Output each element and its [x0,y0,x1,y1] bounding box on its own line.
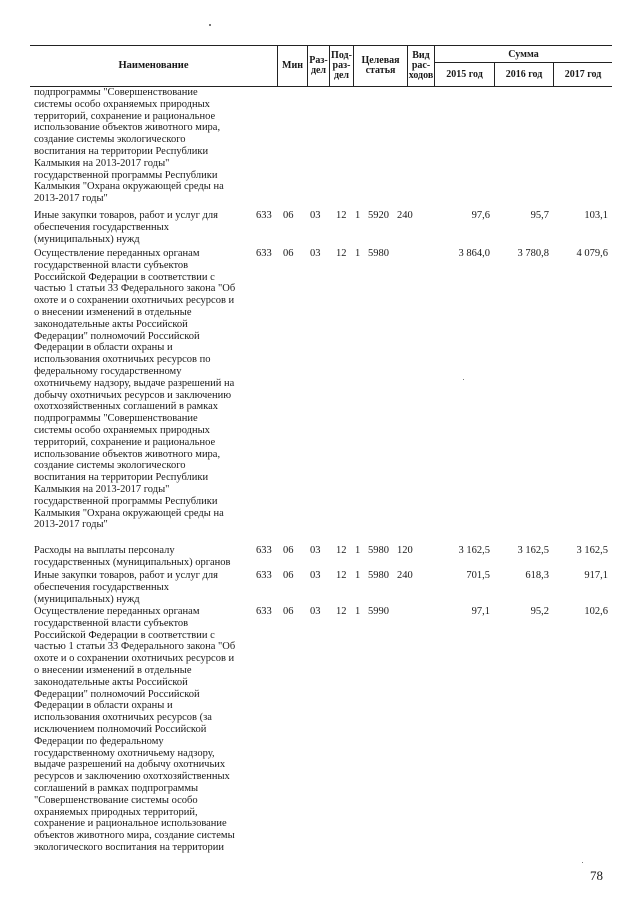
row-sum-2017: 103,1 [584,210,608,221]
scan-speck [463,379,464,380]
row-subsection: 03 [310,570,321,581]
row-name: Осуществление переданных органам государственной власти субъектов Российской Федерации в соответствии с частью 1 статьи 33 Федерального закона "Об охоте и о сохранении охотничьих ресурсов и о внесении изменений в отдельные законодательные акты Российской Федерации" полномочий Российской Федерации в области охраны и использования охотничьих ресурсов по федеральному государственному охотничьему надзору, выдаче разрешений на добычу охотничьих ресурсов и заключению охотхозяйственных соглашений в рамках подпрограммы "Совершенствование системы особо охраняемых природных территорий, сохранение и рациональное использование объектов животного мира, создание системы экологического воспитания на территории Республики Калмыкия на 2013-2017 годы" государственной программы Республики Калмыкия "Охрана окружающей среды на 2013-2017 годы" [34,248,236,531]
row-ministry: 633 [256,545,272,556]
row-name: Иные закупки товаров, работ и услуг для обеспечения государственных (муниципальных) нужд [34,210,218,245]
row-sum-2016: 618,3 [525,570,549,581]
row-target-program: 12 [336,210,347,221]
row-sum-2015: 701,5 [466,570,490,581]
row-target-program: 12 [336,606,347,617]
row-section: 06 [283,248,294,259]
row-section: 06 [283,606,294,617]
row-target-program: 12 [336,570,347,581]
header-ministry: Мин [277,46,307,86]
row-expense-type: 240 [397,570,413,581]
header-year-2016: 2016 год [494,63,553,86]
row-sum-2015: 97,6 [471,210,490,221]
row-name: Осуществление переданных органам государственной власти субъектов Российской Федерации в соответствии с частью 1 статьи 33 Федерального закона "Об охоте и о сохранении охотничьих ресурсов и о внесении изменений в отдельные законодательные акты Российской Федерации" полномочий Российской Федерации в области охраны и использования охотничьих ресурсов (за исключением полномочий Российской Федерации по федеральному государственному охотничьему надзору, выдаче разрешений на добычу охотничьих ресурсов и заключению охотхозяйственных соглашений в рамках подпрограммы "Совершенствование системы особо охраняемых природных территорий, сохранение и рациональное использование объектов животного мира, создание системы экологического воспитания на территории [34,606,236,853]
header-expense-type: Вид рас- ходов [407,46,434,86]
row-target-code: 5980 [368,248,389,259]
scan-speck [582,862,583,863]
row-ministry: 633 [256,570,272,581]
header-target-article: Целевая статья [353,46,407,86]
row-target-code: 5920 [368,210,389,221]
header-subsection: Под- раз- дел [329,46,353,86]
row-subsection: 03 [310,606,321,617]
header-name: Наименование [118,60,189,71]
row-target-subprogram: 1 [355,248,361,259]
row-subsection: 03 [310,545,321,556]
row-ministry: 633 [256,606,272,617]
row-section: 06 [283,210,294,221]
header-section: Раз- дел [307,46,329,86]
row-sum-2016: 95,2 [530,606,549,617]
header-year-2015: 2015 год [434,63,494,86]
row-name: подпрограммы "Совершенствование системы особо охраняемых природных территорий, сохранение и рациональное использование объектов животного мира, создание системы экологического воспитания на территории Республики Калмыкия на 2013-2017 годы" государственной программы Республики Калмыкия "Охрана окружающей среды на 2013-2017 годы" [34,87,224,205]
row-ministry: 633 [256,210,272,221]
row-sum-2017: 102,6 [584,606,608,617]
row-target-subprogram: 1 [355,210,361,221]
header-sum: Сумма [434,46,612,63]
table-header [30,45,612,87]
row-target-code: 5990 [368,606,389,617]
row-name: Иные закупки товаров, работ и услуг для обеспечения государственных (муниципальных) нужд [34,570,218,605]
row-target-subprogram: 1 [355,570,361,581]
page-number: 78 [590,868,603,883]
row-sum-2015: 3 864,0 [458,248,490,259]
header-year-2017: 2017 год [553,63,612,86]
row-subsection: 03 [310,210,321,221]
row-expense-type: 120 [397,545,413,556]
row-target-code: 5980 [368,545,389,556]
row-sum-2016: 3 162,5 [517,545,549,556]
scan-speck [209,24,211,26]
row-name: Расходы на выплаты персоналу государственных (муниципальных) органов [34,545,231,568]
row-target-program: 12 [336,545,347,556]
row-sum-2016: 95,7 [530,210,549,221]
row-sum-2016: 3 780,8 [517,248,549,259]
row-subsection: 03 [310,248,321,259]
row-target-program: 12 [336,248,347,259]
row-sum-2015: 97,1 [471,606,490,617]
row-sum-2017: 917,1 [584,570,608,581]
row-target-code: 5980 [368,570,389,581]
row-section: 06 [283,570,294,581]
row-section: 06 [283,545,294,556]
row-sum-2017: 3 162,5 [576,545,608,556]
row-target-subprogram: 1 [355,606,361,617]
row-sum-2015: 3 162,5 [458,545,490,556]
row-ministry: 633 [256,248,272,259]
row-target-subprogram: 1 [355,545,361,556]
row-expense-type: 240 [397,210,413,221]
row-sum-2017: 4 079,6 [576,248,608,259]
